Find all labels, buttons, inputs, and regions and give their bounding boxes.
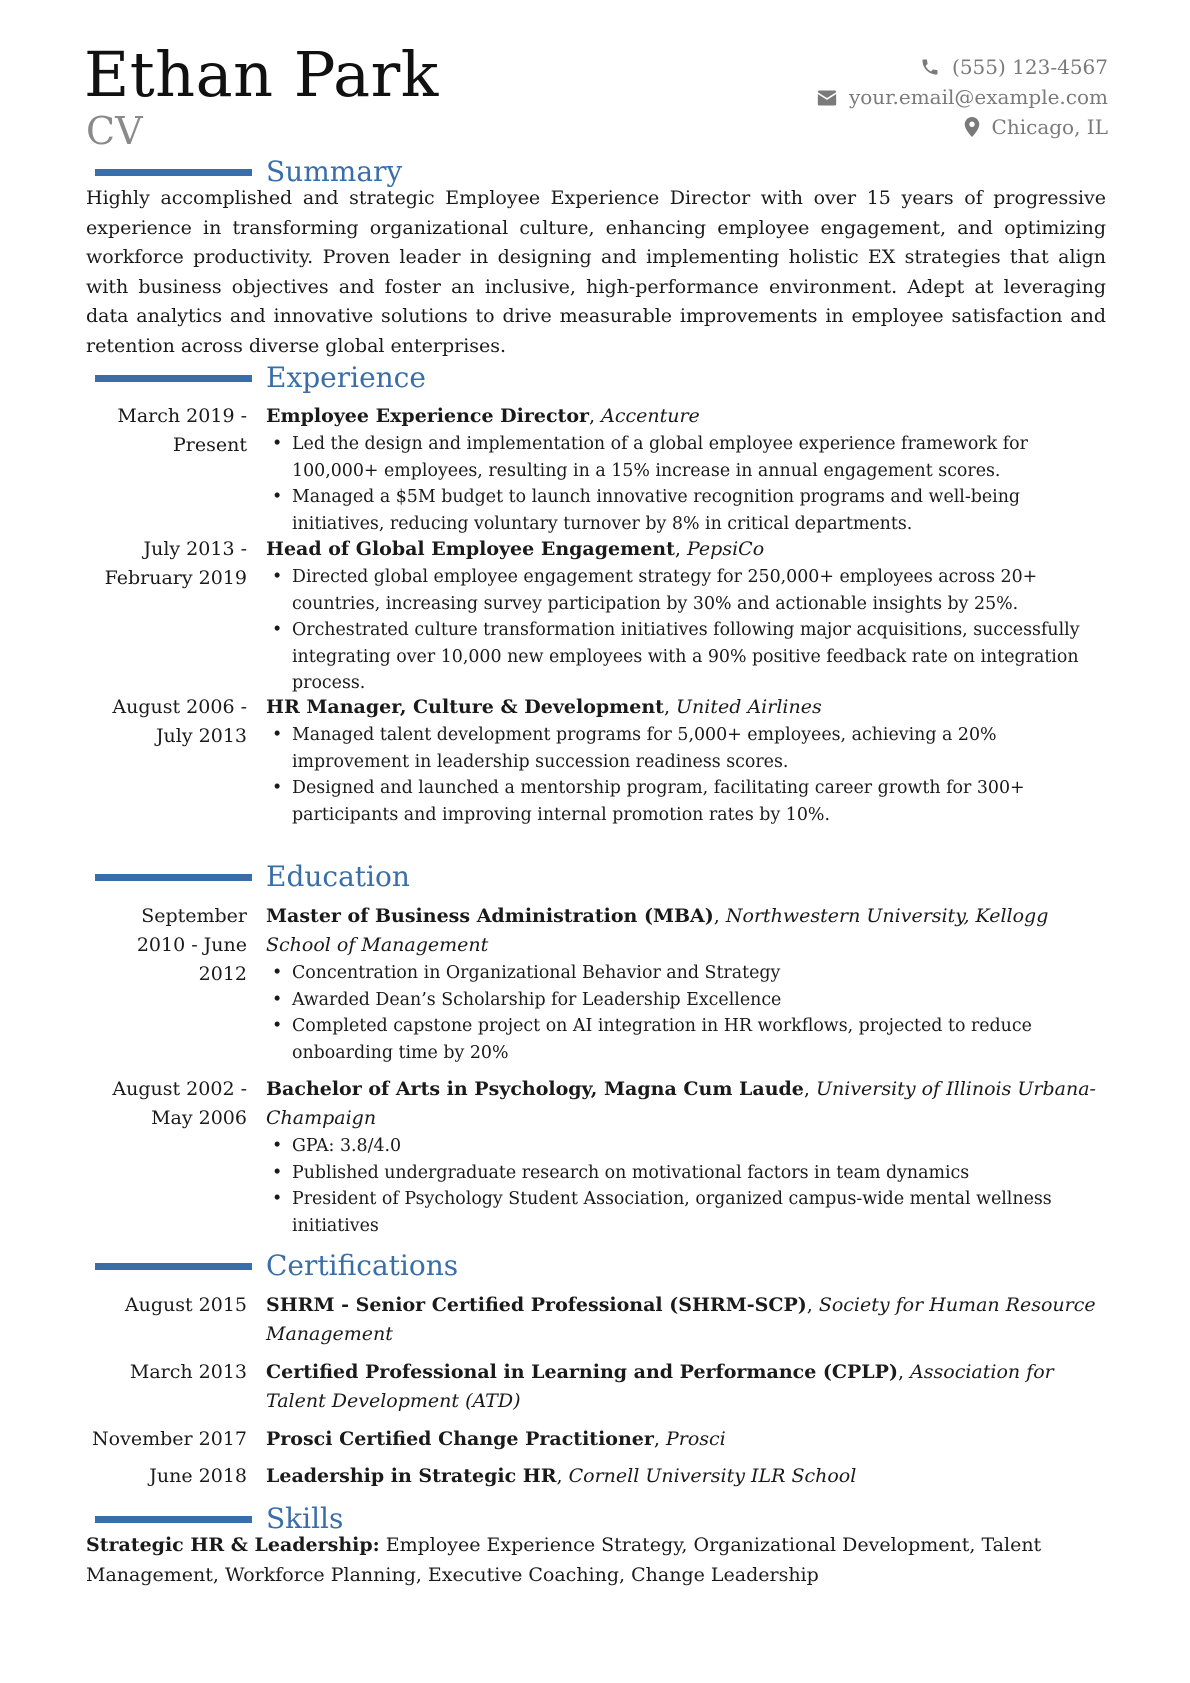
list-item: • Led the design and implementation of a global employee experience framework for 100,000+ employees, resulting in a 15% increase in annual engagement scores. xyxy=(292,431,1104,484)
date-start: March 2019 - xyxy=(117,405,247,427)
section-title: Skills xyxy=(266,1502,344,1535)
document-subtitle: CV xyxy=(86,109,143,153)
cert-title: SHRM - Senior Certified Professional (SHRM-SCP) xyxy=(266,1294,807,1316)
date-start: July 2013 - xyxy=(143,538,247,560)
cert-title: Prosci Certified Change Practitioner xyxy=(266,1428,654,1450)
phone-icon xyxy=(920,57,940,77)
entry-date: March 2013 xyxy=(129,1361,247,1383)
section-accent-bar xyxy=(95,169,252,176)
entry-title: HR Manager, Culture & Development, United Airlines xyxy=(266,696,822,718)
experience-heading xyxy=(0,360,1190,398)
entry-body xyxy=(266,1075,1104,1239)
list-item: • Directed global employee engagement strategy for 250,000+ employees across 20+ countries, increasing survey participation by 30% and actionable insights by 25%. xyxy=(292,564,1104,617)
degree: Master of Business Administration (MBA) xyxy=(266,905,714,927)
list-item: • Managed talent development programs for 5,000+ employees, achieving a 20% improvement in leadership succession readiness scores. xyxy=(292,722,1104,775)
entry-title: Prosci Certified Change Practitioner, Prosci xyxy=(266,1428,726,1450)
entry-title: Master of Business Administration (MBA), Northwestern University, Kellogg School of Management xyxy=(266,905,1049,956)
education-section xyxy=(0,859,1190,897)
contact-block xyxy=(817,52,1108,142)
date-end: February 2019 xyxy=(104,567,247,589)
cert-title: Leadership in Strategic HR xyxy=(266,1465,557,1487)
entry-body xyxy=(266,902,1104,1066)
company: PepsiCo xyxy=(687,538,765,560)
job-title: HR Manager, Culture & Development xyxy=(266,696,664,718)
list-item: • GPA: 3.8/4.0 xyxy=(292,1133,1104,1160)
school: Northwestern University, Kellogg School of Management xyxy=(266,905,1049,956)
list-item: • Orchestrated culture transformation initiatives following major acquisitions, successfully integrating over 10,000 new employees with a 90% positive feedback rate on integration process. xyxy=(292,617,1104,697)
contact-phone xyxy=(817,52,1108,82)
entry-date xyxy=(57,902,247,989)
job-title: Employee Experience Director xyxy=(266,405,589,427)
issuer: Cornell University ILR School xyxy=(568,1465,857,1487)
company: Accenture xyxy=(601,405,700,427)
entry-title: SHRM - Senior Certified Professional (SHRM-SCP), Society for Human Resource Management xyxy=(266,1294,1096,1345)
entry-body xyxy=(266,1462,1104,1491)
degree: Bachelor of Arts in Psychology, Magna Cum Laude xyxy=(266,1078,804,1100)
skills-label: Strategic HR & Leadership: xyxy=(86,1534,380,1556)
section-accent-bar xyxy=(95,375,252,382)
entry-body xyxy=(266,1358,1104,1416)
entry-title: Employee Experience Director, Accenture xyxy=(266,405,700,427)
cert-title: Certified Professional in Learning and Performance (CPLP) xyxy=(266,1361,898,1383)
bullet-list xyxy=(266,1133,1104,1239)
date-line: August 2002 - xyxy=(112,1078,247,1100)
entry-date xyxy=(57,402,247,460)
bullet-list xyxy=(266,564,1104,697)
entry-body xyxy=(266,1291,1104,1349)
entry-date xyxy=(57,693,247,751)
section-title: Certifications xyxy=(266,1249,459,1282)
section-accent-bar xyxy=(95,1516,252,1523)
date-start: August 2006 - xyxy=(112,696,247,718)
contact-location xyxy=(817,112,1108,142)
entry-date xyxy=(57,535,247,593)
certifications-section xyxy=(0,1248,1190,1286)
date-line: September xyxy=(141,905,247,927)
list-item: • Completed capstone project on AI integration in HR workflows, projected to reduce onboarding time by 20% xyxy=(292,1013,1104,1066)
company: United Airlines xyxy=(676,696,822,718)
entry-title: Leadership in Strategic HR, Cornell University ILR School xyxy=(266,1465,857,1487)
certifications-heading xyxy=(0,1248,1190,1286)
entry-date: June 2018 xyxy=(149,1465,247,1487)
date-line: 2010 - June xyxy=(136,934,247,956)
section-title: Education xyxy=(266,860,410,893)
entry-date xyxy=(57,1075,247,1133)
list-item: • Designed and launched a mentorship program, facilitating career growth for 300+ participants and improving internal promotion rates by 10%. xyxy=(292,775,1104,828)
bullet-list xyxy=(266,722,1104,828)
section-accent-bar xyxy=(95,1263,252,1270)
entry-title: Certified Professional in Learning and Performance (CPLP), Association for Talent Development (ATD) xyxy=(266,1361,1054,1412)
email-link[interactable]: your.email@example.com xyxy=(848,85,1108,109)
date-end: Present xyxy=(173,434,247,456)
issuer: Society for Human Resource Management xyxy=(266,1294,1096,1345)
list-item: • Managed a $5M budget to launch innovative recognition programs and well-being initiatives, reducing voluntary turnover by 8% in critical departments. xyxy=(292,484,1104,537)
issuer: Prosci xyxy=(665,1428,726,1450)
job-title: Head of Global Employee Engagement xyxy=(266,538,675,560)
entry-body xyxy=(266,1425,1104,1454)
skills-text xyxy=(86,1531,1106,1590)
bullet-list xyxy=(266,431,1104,537)
section-title: Experience xyxy=(266,361,426,394)
list-item: • Concentration in Organizational Behavior and Strategy xyxy=(292,960,1104,987)
list-item: • Published undergraduate research on motivational factors in team dynamics xyxy=(292,1160,1104,1187)
entry-date: November 2017 xyxy=(92,1428,247,1450)
date-line: May 2006 xyxy=(151,1107,247,1129)
map-marker-icon xyxy=(964,117,980,137)
phone-text: (555) 123-4567 xyxy=(952,55,1108,79)
issuer: Association for Talent Development (ATD) xyxy=(266,1361,1054,1412)
entry-body xyxy=(266,402,1104,537)
section-accent-bar xyxy=(95,874,252,881)
location-text: Chicago, IL xyxy=(991,115,1108,139)
list-item: • President of Psychology Student Association, organized campus-wide mental wellness initiatives xyxy=(292,1186,1104,1239)
experience-section xyxy=(0,360,1190,398)
entry-date: August 2015 xyxy=(124,1294,247,1316)
candidate-name: Ethan Park xyxy=(84,38,439,111)
bullet-list xyxy=(266,960,1104,1066)
entry-body xyxy=(266,535,1104,697)
skills-list: Employee Experience Strategy, Organizational Development, Talent Management, Workforce Planning, Executive Coaching, Change Leadership xyxy=(86,1534,1042,1586)
date-end: July 2013 xyxy=(155,725,247,747)
entry-body xyxy=(266,693,1104,828)
entry-title: Head of Global Employee Engagement, PepsiCo xyxy=(266,538,765,560)
education-heading xyxy=(0,859,1190,897)
contact-email xyxy=(817,82,1108,112)
school: University of Illinois Urbana-Champaign xyxy=(266,1078,1096,1129)
section-title: Summary xyxy=(266,155,403,188)
entry-title: Bachelor of Arts in Psychology, Magna Cum Laude, University of Illinois Urbana-Champaign xyxy=(266,1078,1096,1129)
list-item: • Awarded Dean’s Scholarship for Leadership Excellence xyxy=(292,987,1104,1014)
date-line: 2012 xyxy=(198,963,247,985)
envelope-icon xyxy=(817,89,837,107)
summary-text: Highly accomplished and strategic Employee Experience Director with over 15 years of progressive experience in transforming organizational culture, enhancing employee engagement, and optimizing workforce productivity. Proven leader in designing and implementing holistic EX strategies that align with business objectives and foster an inclusive, high-performance environment. Adept at leveraging data analytics and innovative solutions to drive measurable improvements in employee satisfaction and retention across diverse global enterprises. xyxy=(86,187,1106,357)
